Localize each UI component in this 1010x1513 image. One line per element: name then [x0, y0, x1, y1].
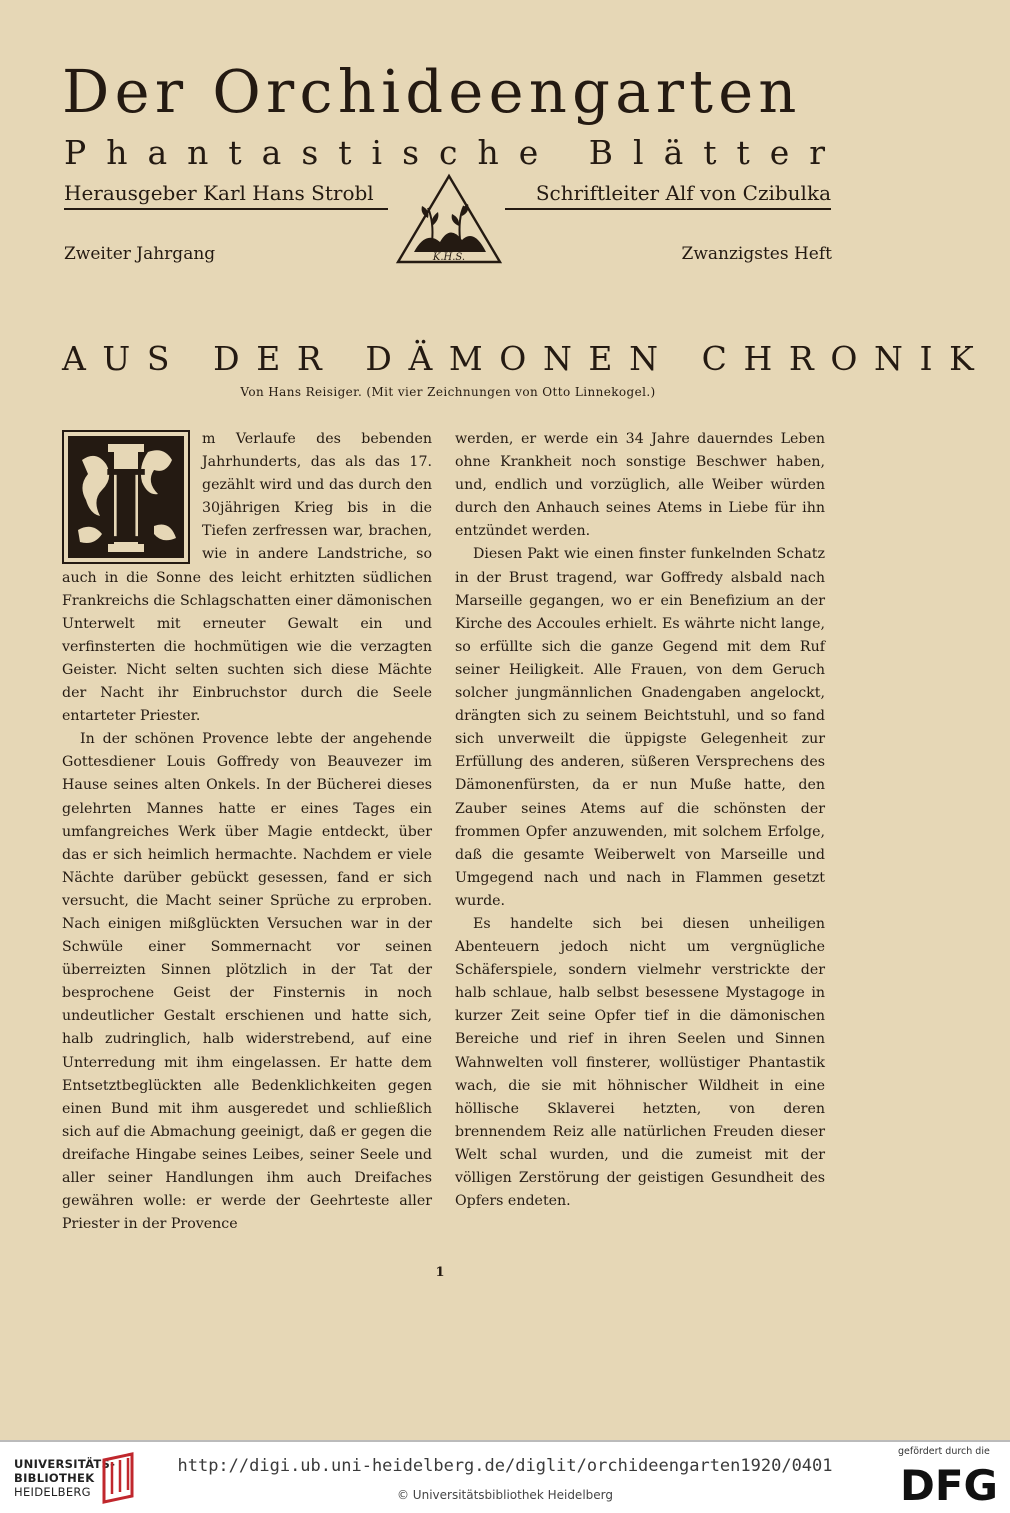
page-number: 1 — [435, 1265, 445, 1280]
paragraph: m Verlaufe des bebenden Jahrhunderts, das als das 17. gezählt wird und das durch den 30jährigen Krieg bis in die Tiefen zerfressen war, brachen, wie in andere Landstriche, so auch in die Sonne des leicht erhitzten südlichen Frankreichs die Schlagschatten einer dämonischen Unterwelt mit erneuter Gewalt ein und verfinsterten die hochmütigen wie die verzagten Geister. Nicht selten suchten sich diese Mächte der Nacht ihr Einbruchstor durch die Seele entarteter Priester. — [62, 431, 432, 725]
logo-initials: K.H.S. — [432, 252, 466, 263]
journal-logo-icon — [392, 172, 506, 266]
library-logo-icon — [98, 1450, 142, 1504]
article-byline: Von Hans Reisiger. (Mit vier Zeichnungen von Otto Linnekogel.) — [240, 385, 656, 399]
paragraph: In der schönen Provence lebte der angehende Gottesdiener Louis Goffredy von Beauvezer im Hause seines alten Onkels. In der Bücherei dieses gelehrten Mannes hatte er eines Tages ein umfangreiches Werk über Magie entdeckt, über das er sich heimlich hermachte. Nachdem er viele Nächte darüber gebückt gesessen, fand er sich versucht, die Macht seiner Sprüche zu erproben. Nach einigen mißglückten Versuchen war in der Schwüle einer Sommernacht vor seinen überreizten Sinnen plötzlich in der Tat der besprochene Geist der Finsternis in noch undeutlicher Gestalt erschienen und hatte sich, halb zudringlich, halb widerstrebend, auf eine Unterredung mit ihm eingelassen. Er hatte dem Entsetztbeglückten alle Bedenklichkeiten gegen einen Bund mit ihm ausgeredet und schließlich sich auf die Abmachung geeinigt, daß er gegen die dreifache Hingabe seines Leibes, seiner Seele und aller seiner Handlungen ihm auch Dreifaches gewähren wolle: er werde der Geehrteste aller Priester in der Provence — [62, 731, 432, 1233]
article-title: AUS DER DÄMONEN CHRONIK — [62, 339, 991, 378]
managing-editor-line: Schriftleiter Alf von Czibulka — [505, 178, 831, 210]
paragraph: Es handelte sich bei diesen unheiligen Abenteuern jedoch nicht um vergnügliche Schäferspiele, sondern vielmehr verstrickte der halb schlaue, halb selbst besessene Mystagoge in kurzer Zeit seine Opfer tief in die dämonischen Bereiche und rief in ihren Seelen und Sinnen Wahnwelten voll finsterer, wollüstiger Phantastik wach, die sie mit höhnischer Wildheit in eine höllische Sklaverei hetzten, von deren brennendem Reiz alle natürlichen Freuden dieser Welt schal wurden, und die zumeist mit der völligen Zerstörung der geistigen Gesundheit des Opfers endeten. — [455, 915, 825, 1210]
issue-label: Zwanzigstes Heft — [681, 244, 832, 264]
journal-subtitle: Phantastische Blätter — [64, 133, 846, 172]
library-name-line: BIBLIOTHEK — [14, 1471, 95, 1485]
text-column-right — [455, 428, 825, 1213]
drop-cap-letter: I — [102, 448, 150, 564]
page-url-link[interactable]: http://digi.ub.uni-heidelberg.de/diglit/orchideengarten1920/0401 — [177, 1456, 833, 1476]
funding-label: gefördert durch die — [898, 1446, 990, 1457]
library-name-line: HEIDELBERG — [14, 1485, 91, 1499]
volume-label: Zweiter Jahrgang — [64, 244, 216, 264]
paragraph: Diesen Pakt wie einen finster funkelnden Schatz in der Brust tragend, war Goffredy alsbald nach Marseille gegangen, wo er ein Benefizium an der Kirche des Accoules erhielt. Es währte nicht lange, so erfüllte sich die ganze Gegend mit dem Ruf seiner Heiligkeit. Alle Frauen, von dem Geruch solcher jungmännlichen Gnadengaben angelockt, drängten sich zu seinem Beichtstuhl, und so fand sich unverweilt die üppigste Gelegenheit zur Erfüllung des anderen, süßeren Versprechens des Dämonenfürsten, da er nun Muße hatte, den Zauber seines Atems auf die schönsten der frommen Opfer anzuwenden, mit solchem Erfolge, daß die gesamte Weiberwelt von Marseille und Umgegend nach und nach in Flammen gesetzt wurde. — [455, 546, 825, 909]
library-name-line: UNIVERSITÄTS- — [14, 1457, 116, 1471]
paragraph: werden, er werde ein 34 Jahre dauerndes Leben ohne Krankheit noch sonstige Beschwer haben, und, endlich und vorzüglich, alle Weiber würden durch den Anhauch seines Atems in Liebe für ihn entzündet werden. — [455, 431, 825, 540]
footer-divider — [0, 1440, 1010, 1442]
drop-cap-initial — [62, 430, 190, 564]
dfg-logo-icon — [898, 1458, 998, 1508]
journal-title: Der Orchideengarten — [62, 57, 802, 126]
dfg-logo-text: DFG — [900, 1461, 998, 1508]
text-column-left — [62, 428, 432, 1236]
editor-line: Herausgeber Karl Hans Strobl — [64, 178, 388, 210]
viewer-footer — [0, 1440, 1010, 1513]
copyright-notice: © Universitätsbibliothek Heidelberg — [396, 1488, 613, 1502]
